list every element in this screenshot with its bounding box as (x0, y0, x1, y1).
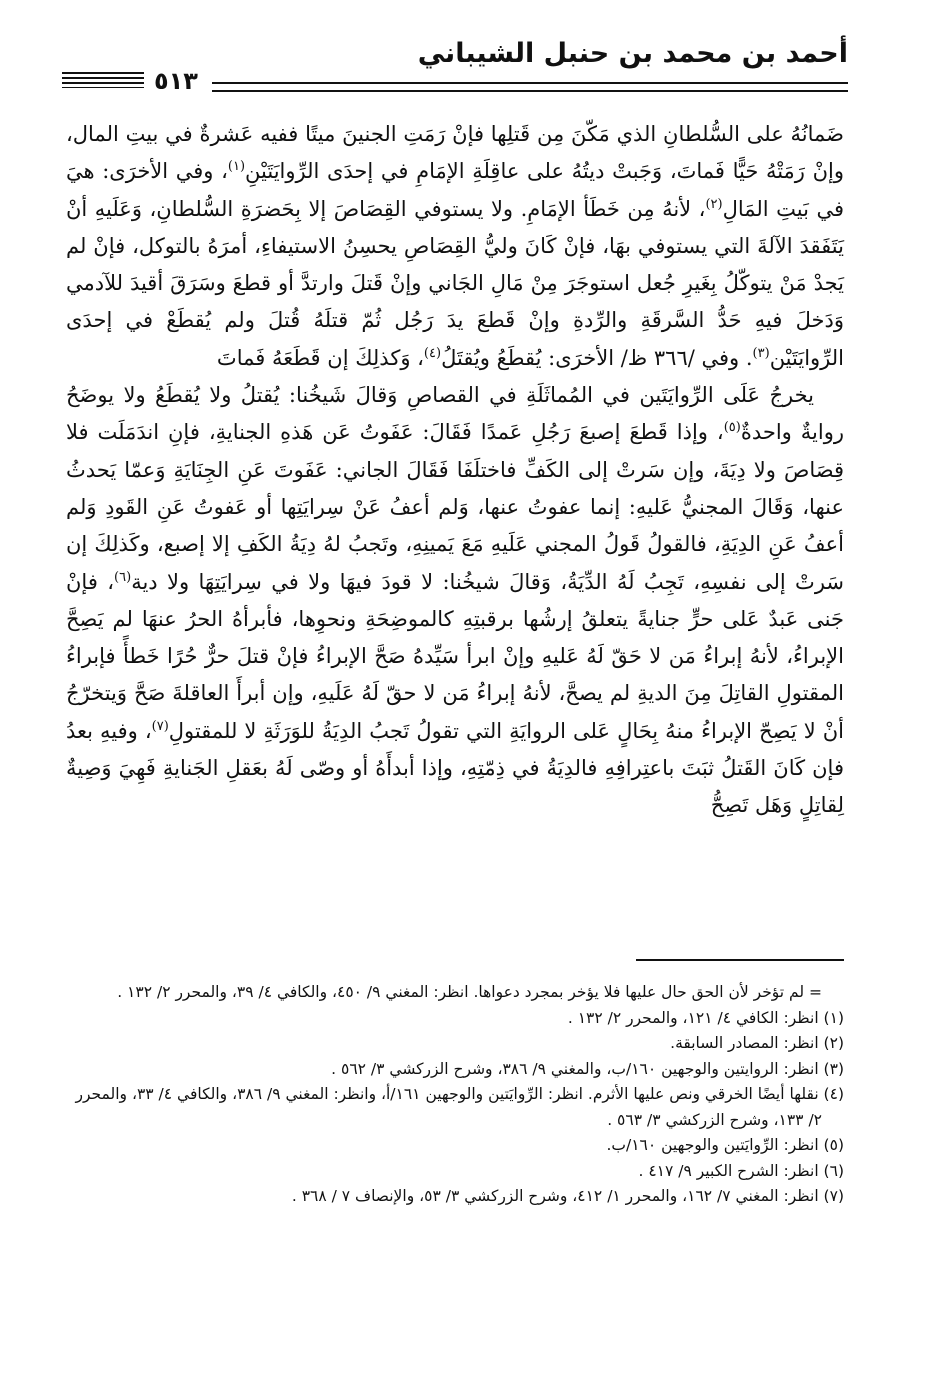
footnote-item: (٢) انظر: المصادر السابقة. (670, 1034, 844, 1052)
page-header (62, 38, 848, 98)
footnote-marker: (٧) (151, 718, 169, 734)
footnote-list (66, 1006, 844, 1210)
footnote-marker: (٥) (723, 420, 741, 436)
footnote-marker: (١) (227, 159, 246, 175)
footnote-item: (٣) انظر: الروايتين والوجهين ١٦٠/ب، والمغني ٩/ ٣٨٦، وشرح الزركشي ٣/ ٥٦٢ . (331, 1059, 844, 1078)
footnote-marker: (٣) (752, 345, 770, 361)
footnotes (66, 980, 844, 1210)
page-number: ٥١٣ (154, 67, 198, 95)
footnote-item: (١) انظر: الكافي ٤/ ١٢١، والمحرر ٢/ ١٣٢ . (567, 1008, 844, 1027)
text-run: ضَمانُهُ على السُّلطانِ الذي مَكّنَ مِن قَتلِها فإنْ رَمَتِ الجنينَ ميتًا ففيه عَشرةٌ في بيتِ المال، وإنْ رَمَتْهُ حَيًّا فَماتَ، وَجَبتْ ديتُهُ على عاقِلَةِ الإمَامِ في إحدَى الرِّوايَتَيْنِ (66, 122, 844, 184)
header-rule-right (212, 82, 848, 92)
footnote-item: (٤) نقلها أيضًا الخرقي ونص عليها الأثرم. انظر: الرِّوايَتين والوجهين ١٦١/أ، وانظر: المغني ٩/ ٣٨٦، والكافي ٤/ ٣٣، والمحرر ٢/ ١٣٣، وشرح الزركشي ٣/ ٥٦٣ . (75, 1085, 844, 1129)
running-title: أحمد بن محمد بن حنبل الشيباني (417, 38, 848, 69)
text-run: ، وفي الأخرَى: هيَ في بَيتِ المَالِ (66, 159, 844, 221)
text-run: ، وفيهِ بعدُ فإن كَانَ القَتلُ ثبَتَ باعتِرافِهِ فالدِيَةُ في ذِمّتِهِ، وإذا أبدأَهُ أو وصّى لَهُ بعَقلِ الجَنايةِ فَهِيَ وَصِيةٌ لِقاتِلٍ وَهَل تَصِحُّ (66, 718, 844, 818)
footnote-item: (٧) انظر: المغني ٧/ ١٦٢، والمحرر ١/ ٤١٢، وشرح الزركشي ٣/ ٥٣، والإنصاف ٧ / ٣٦٨ . (291, 1187, 844, 1205)
main-text (66, 116, 844, 825)
text-run: . وفي /٣٦٦ ظ/ الأخرَى: يُقطَعُ ويُقتَلُ (441, 345, 753, 370)
text-run: ، وإذا قَطعَ إصبعَ رَجُلِ عَمدًا فَقَالَ: عَفَوتُ عَن هَذهِ الجنايةِ، فإنِ اندَمَلَت فلا قِصَاصَ ولا دِيَةَ، وإن سَرتْ إلى الكَفِّ فاختلَفَا فَقَالَ الجاني: عَفَوتَ عَنِ الجِنَايَةِ وَعمّا يَحدثُ عنها، وَقَالَ المجنيُّ عَليهِ: إنما عفوتُ عنها، وَلم أعفُ عَنْ سِرايَتِها أو عَفوتُ عَنِ القَودِ وَلم أعفُ عَنِ الدِيَةِ، فالقولُ قَولُ المجني عَلَيهِ مَعَ يَمينِهِ، وتَجبُ لهُ دِيَةُ الكَفِ إلا إصبع، وكَذلِكَ إن سَرتْ إلى نفسِهِ، تَجِبُ لَهُ الدِّيَةُ، وَقالَ شيخُنا: لا قودَ فيهَا ولا في سِرايَتِهَا ولا دية (66, 420, 845, 594)
footnote-item: (٦) انظر: الشرح الكبير ٩/ ٤١٧ . (638, 1161, 844, 1180)
footnote-marker: (٢) (705, 196, 723, 212)
footnote-separator (636, 959, 844, 961)
footnote-marker: (٦) (114, 569, 132, 585)
text-run: ، لأنهُ مِن خَطَأ الإمَامِ. ولا يستوفي القِصَاصَ إلا بِحَضرَةِ السُّلطانِ، وَعَلَيهِ أنْ يَتَفَقدَ الآلةَ التي يستوفي بهَا، فإنْ كَانَ وليُّ القِصَاصِ يحسِنُ الاستيفاءِ، أمرَهُ بالتوكل، فإنْ لم يَجدْ مَنْ يتوكّلُ بِغَيرِ جُعل استوجَرَ مِنْ مَالِ الجَاني وإنْ قَتلَ وارتدَّ أو قطعَ وسَرَقَ أقيدَ للآدمي وَدَخلَ فيهِ حَدُّ السَّرقَةِ والرِّدةِ وإنْ قَطعَ يدَ رَجُل ثُمّ قتلَهُ قُتلَ ولم يُقطَعْ في إحدَى الرِّوايَتَيْن (66, 196, 844, 370)
text-run: يخرجُ عَلَى الرِّوايَتَين في المُماثَلَةِ في القصاصِ وَقالَ شَيخُنا: يُقتلُ ولا يُقطَعُ ولا يوضَحُ روايةٌ واحدةٌ (66, 383, 845, 445)
footnote-item: (٥) انظر: الرِّوايَتين والوجهين ١٦٠/ب. (606, 1136, 844, 1154)
text-run: ، وَكذلِكَ إن قَطَعَهُ فَماتَ (216, 345, 424, 370)
body-paragraph (66, 377, 844, 825)
text-run: ، فإنْ جَنى عَبدٌ عَلى حرٍّ جنايةً يتعلقُ إرشُها برقبتِهِ كالموضِحَةِ ونحوِها، فأبرأهُ الحرُ عنهَا لم يَصِحَّ الإبراءُ، لأنهُ إبراءُ مَن لا حَقّ لَهُ عَليهِ وإنْ ابرأ سَيِّدهُ صَحَّ الإبراءُ فإنْ قتلَ حرٌّ حُرًا خَطأً فإبراءُ المقتولِ القاتِلَ مِنَ الديةِ لم يصحَّ، لأنهُ إبراءُ مَن لا حقّ لَهُ عَلَيهِ، وإن أبرأَ العاقلةَ صَحَّ وَيتخرّجُ أنْ لا يَصِحّ الإبراءُ منهُ بِحَالٍ عَلى الروايَةِ التي تقولُ تَجبُ الدِيَةُ للوَرَثَةِ لا للمقتولِ (66, 569, 844, 743)
footnote-marker: (٤) (423, 345, 442, 361)
footnote-continuation: = لم تؤخر لأن الحق حال عليها فلا يؤخر بمجرد دعواها. انظر: المغني ٩/ ٤٥٠، والكافي ٤/ ٣٩، والمحرر ٢/ ١٣٢ . (117, 983, 822, 1001)
body-paragraph (66, 116, 844, 377)
header-rule-left (62, 72, 144, 88)
